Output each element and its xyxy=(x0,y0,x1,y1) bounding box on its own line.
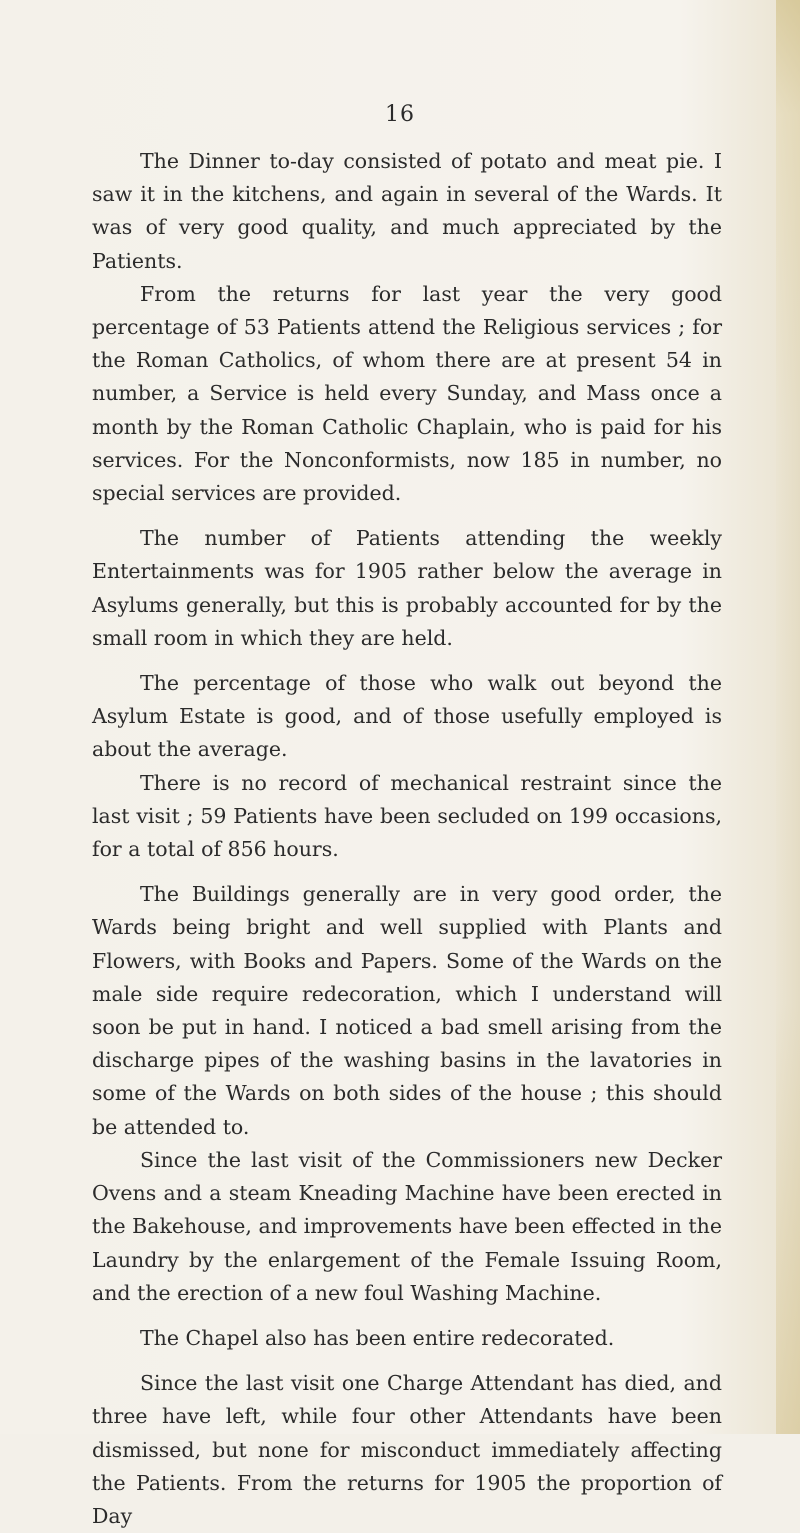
paragraph-entertainments: The number of Patients attending the weekly Entertainments was for 1905 rather below the average in Asylums generally, but this is probably accounted for by the small room in which they are held. xyxy=(92,526,722,650)
paragraph-dinner: The Dinner to-day consisted of potato and meat pie. I saw it in the kitchens, and again in several of the Wards. It was of very good quality, and much appreciated by the Patients. xyxy=(92,149,722,273)
paragraph-restraint-seclusion: There is no record of mechanical restraint since the last visit ; 59 Patients have been secluded on 199 occasions, for a total of 856 hours. xyxy=(92,770,722,862)
paragraph-buildings: The Buildings generally are in very good order, the Wards being bright and well supplied with Plants and Flowers, with Books and Papers. Some of the Wards on the male side require redecoration, which I understand will soon be put in hand. I noticed a bad smell arising from the discharge pipes of the washing basins in the lavatories in some of the Wards on both sides of the house ; this should be attended to. xyxy=(92,882,722,1139)
paragraph-religious-services: From the returns for last year the very good percentage of 53 Patients attend the Religious services ; for the Roman Catholics, of whom there are at present 54 in number, a Service is held every Sunday, and Mass once a month by the Roman Catholic Chaplain, who is paid for his services. For the Nonconformists, now 185 in number, no special services are provided. xyxy=(92,281,722,506)
paragraph-attendants: Since the last visit one Charge Attendant has died, and three have left, while four other Attendants have been dismissed, but none for misconduct immediately affecting the Patients. From the returns for 1905 the proportion of Day xyxy=(92,1371,722,1528)
paragraph-walking-employment: The percentage of those who walk out beyond the Asylum Estate is good, and of those usefully employed is about the average. xyxy=(92,671,722,762)
page-number: 16 xyxy=(385,102,415,127)
document-body xyxy=(92,145,722,1533)
paragraph-chapel: The Chapel also has been entire redecorated. xyxy=(140,1325,615,1350)
paragraph-improvements: Since the last visit of the Commissioners new Decker Ovens and a steam Kneading Machine have been erected in the Bakehouse, and improvements have been effected in the Laundry by the enlargement of the Female Issuing Room, and the erection of a new foul Washing Machine. xyxy=(92,1147,722,1305)
page-edge-stain xyxy=(776,0,800,1434)
